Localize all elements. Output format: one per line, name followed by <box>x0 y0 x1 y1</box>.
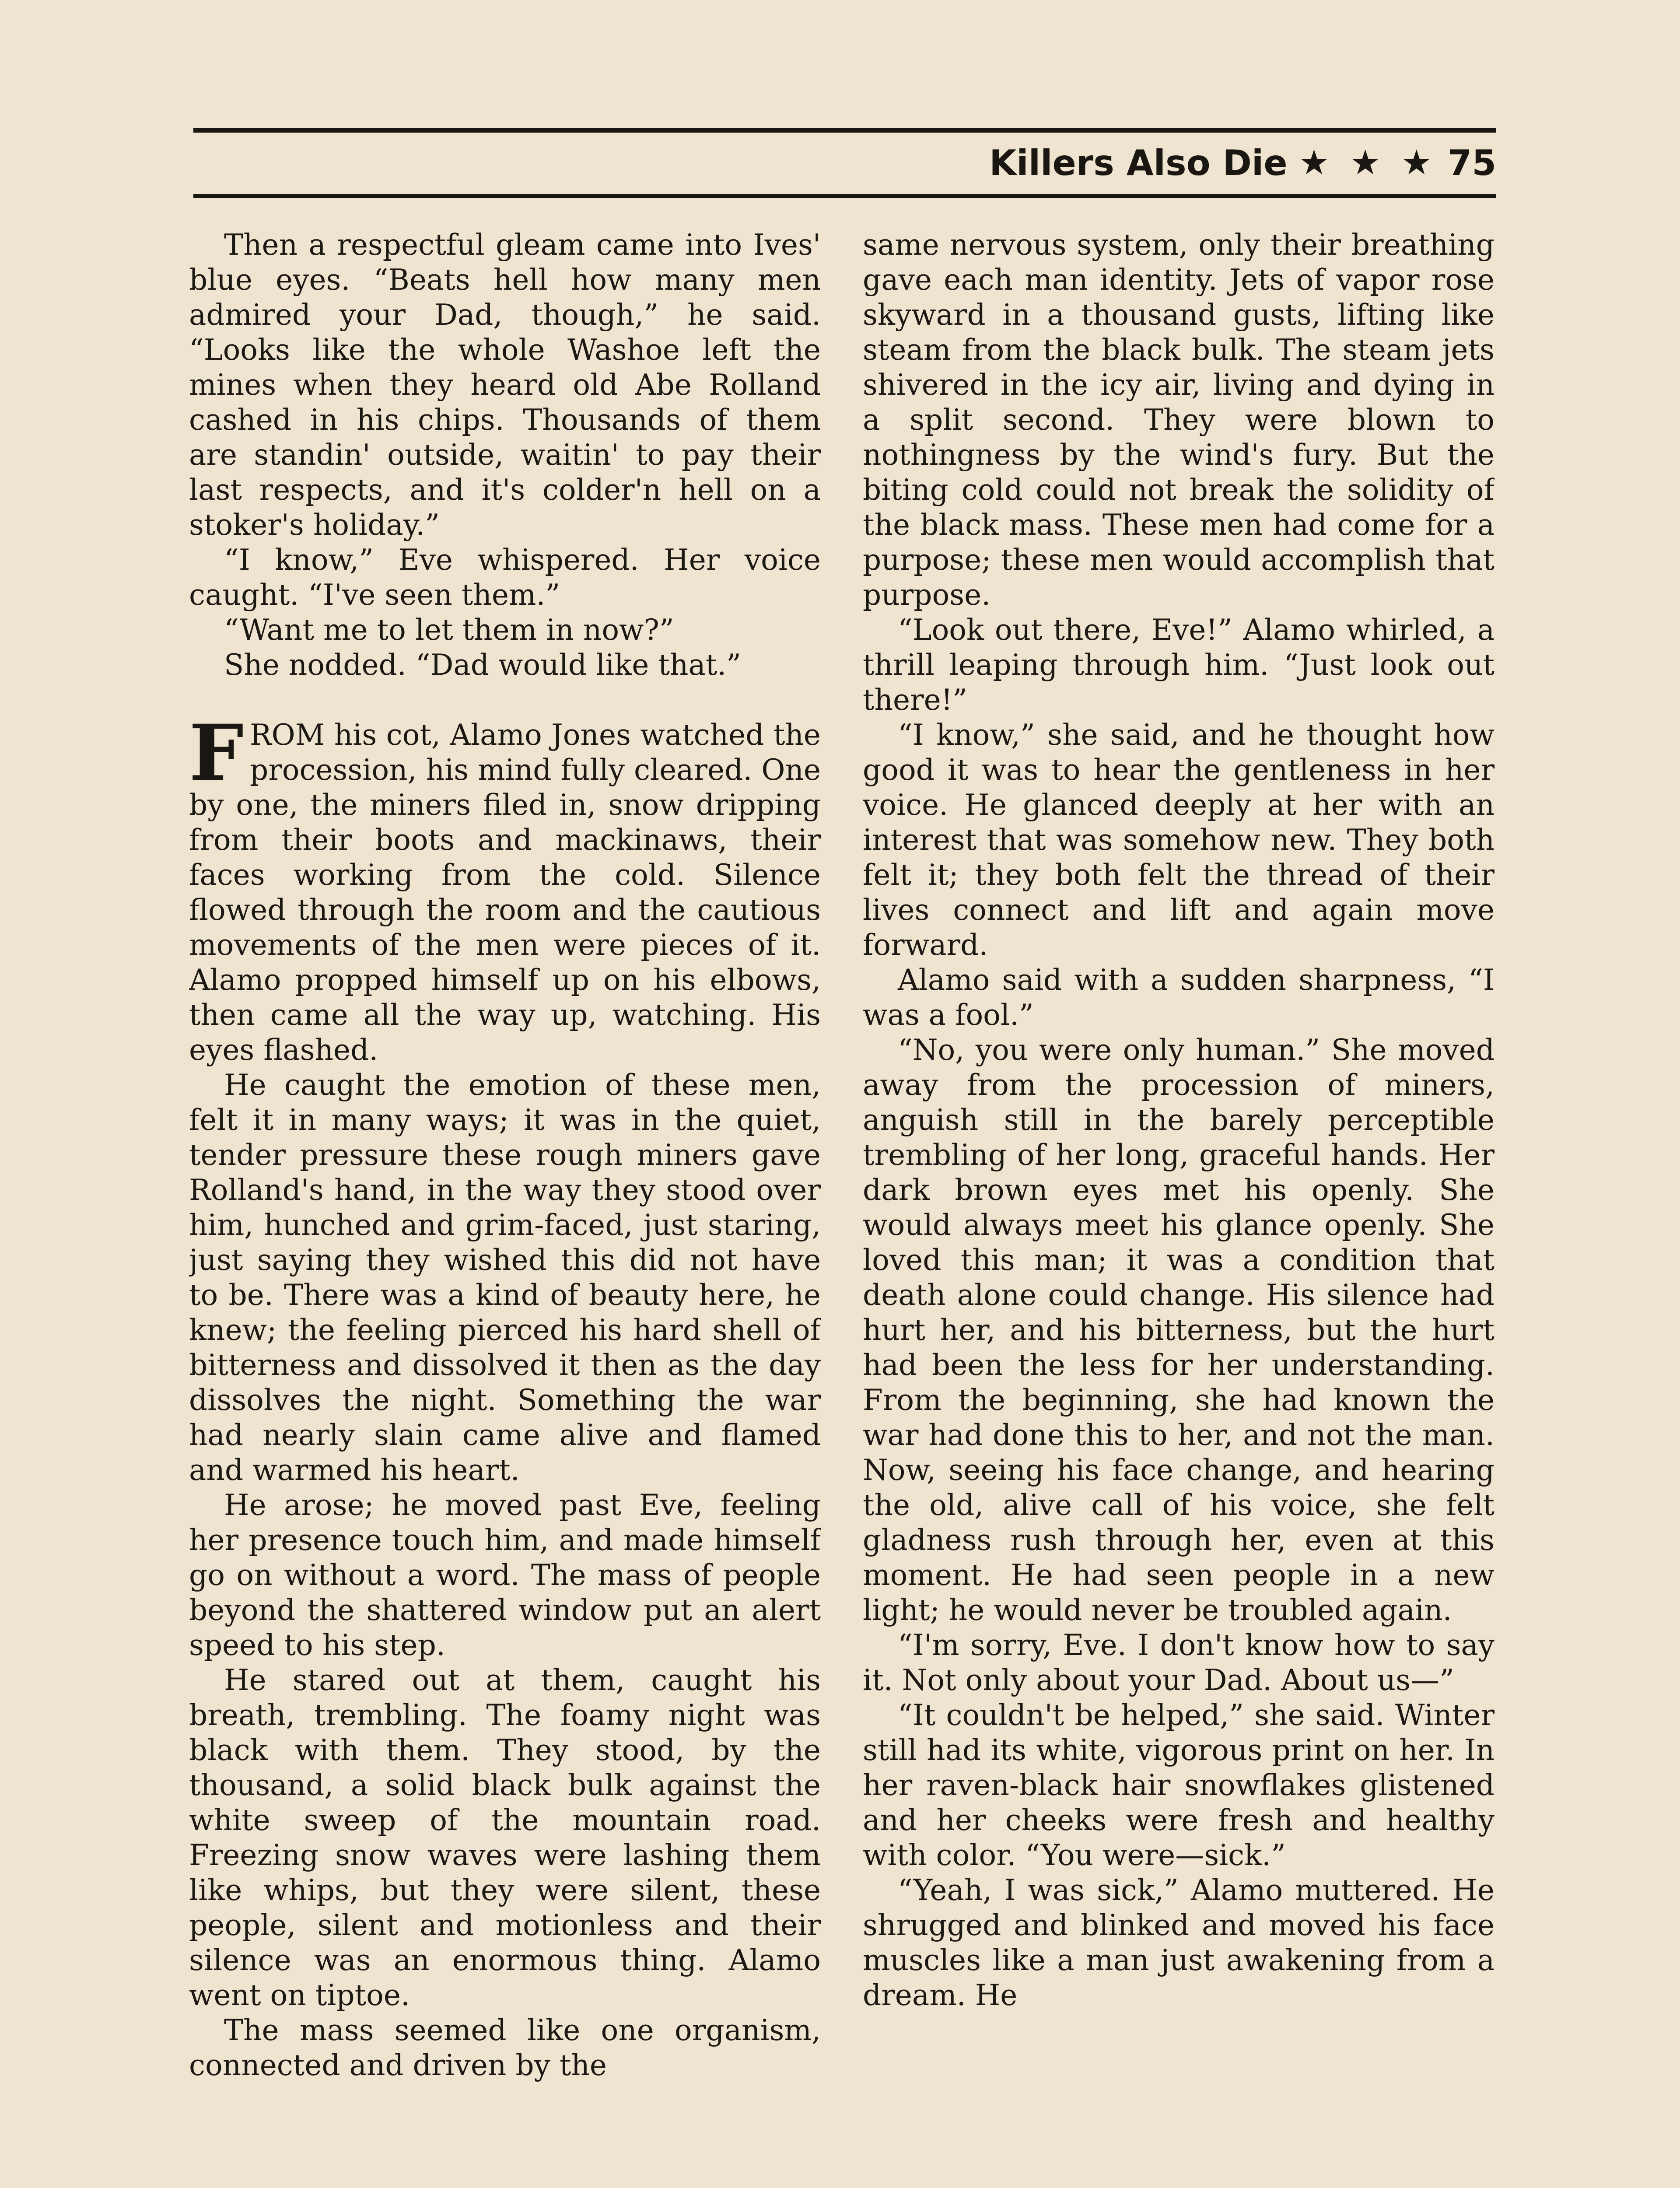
paragraph: “It couldn't be helped,” she said. Winter still had its white, vigorous print on her. In her raven-black hair snowflakes glistened and her cheeks were fresh and healthy with color. “You were—sick.” <box>863 1698 1494 1872</box>
page-number: 75 <box>1447 142 1496 183</box>
right-column <box>863 228 1494 2188</box>
paragraph: He caught the emotion of these men, felt it in many ways; it was in the quiet, tender pressure these rough miners gave Rolland's hand, in the way they stood over him, hunched and grim-faced, just staring, just saying they wished this did not have to be. There was a kind of beauty here, he knew; the feeling pierced his hard shell of bitterness and dissolved it then as the day dissolves the night. Something the war had nearly slain came alive and flamed and warmed his heart. <box>189 1068 821 1487</box>
paragraph: She nodded. “Dad would like that.” <box>224 648 741 682</box>
paragraph: Then a respectful gleam came into Ives' blue eyes. “Beats hell how many men admired your Dad, though,” he said. “Looks like the whole Washoe left the mines when they heard old Abe Rolland cashed in his chips. Thousands of them are standin' outside, waitin' to pay their last respects, and it's colder'n hell on a stoker's holiday.” <box>189 228 821 542</box>
left-column <box>189 228 821 2188</box>
running-header <box>989 139 1496 186</box>
paragraph-text: ROM his cot, Alamo Jones watched the procession, his mind fully cleared. One by one, the miners filed in, snow dripping from their boots and mackinaws, their faces working from the cold. Silence flowed through the room and the cautious movements of the men were pieces of it. Alamo propped himself up on his elbows, then came all the way up, watching. His eyes flashed. <box>189 718 821 1067</box>
star-ornament: ★ ★ ★ <box>1298 143 1436 182</box>
paragraph: Alamo said with a sudden sharpness, “I was a fool.” <box>863 963 1494 1032</box>
paragraph: “No, you were only human.” She moved away from the procession of miners, anguish still in the barely perceptible trembling of her long, graceful hands. Her dark brown eyes met his openly. She would always meet his glance openly. She loved this man; it was a condition that death alone could change. His silence had hurt her, and his bitterness, but the hurt had been the less for her understanding. From the beginning, she had known the war had done this to her, and not the man. Now, seeing his face change, and hearing the old, alive call of his voice, she felt gladness rush through her, even at this moment. He had seen people in a new light; he would never be troubled again. <box>863 1033 1494 1627</box>
section-break <box>189 683 821 718</box>
header-rule-top <box>193 128 1496 133</box>
paragraph: “Look out there, Eve!” Alamo whirled, a thrill leaping through him. “Just look out there!” <box>863 613 1494 717</box>
section-opening-paragraph <box>189 708 821 1068</box>
paragraph: “I'm sorry, Eve. I don't know how to say it. Not only about your Dad. About us—” <box>863 1628 1494 1697</box>
paragraph: “Want me to let them in now?” <box>224 613 674 647</box>
header-rule-bottom <box>193 194 1496 198</box>
paragraph: “I know,” Eve whispered. Her voice caught. “I've seen them.” <box>189 543 821 612</box>
story-title: Killers Also Die <box>989 142 1288 183</box>
paragraph: same nervous system, only their breathing gave each man identity. Jets of vapor rose skyward in a thousand gusts, lifting like steam from the black bulk. The steam jets shivered in the icy air, living and dying in a split second. They were blown to nothingness by the wind's fury. But the biting cold could not break the solidity of the black mass. These men had come for a purpose; these men would accomplish that purpose. <box>863 228 1494 612</box>
paragraph: “Yeah, I was sick,” Alamo muttered. He shrugged and blinked and moved his face muscles like a man just awakening from a dream. He <box>863 1873 1494 2012</box>
paragraph: “I know,” she said, and he thought how good it was to hear the gentleness in her voice. He glanced deeply at her with an interest that was somehow new. They both felt it; they both felt the thread of their lives connect and lift and again move forward. <box>863 718 1494 962</box>
paragraph: He arose; he moved past Eve, feeling her presence touch him, and made himself go on without a word. The mass of people beyond the shattered window put an alert speed to his step. <box>189 1488 821 1662</box>
paragraph: The mass seemed like one organism, connected and driven by the <box>189 2013 821 2082</box>
paragraph: He stared out at them, caught his breath, trembling. The foamy night was black with them. They stood, by the thousand, a solid black bulk against the white sweep of the mountain road. Freezing snow waves were lashing them like whips, but they were silent, these people, silent and motionless and their silence was an enormous thing. Alamo went on tiptoe. <box>189 1663 821 2012</box>
drop-cap: F <box>189 708 244 798</box>
